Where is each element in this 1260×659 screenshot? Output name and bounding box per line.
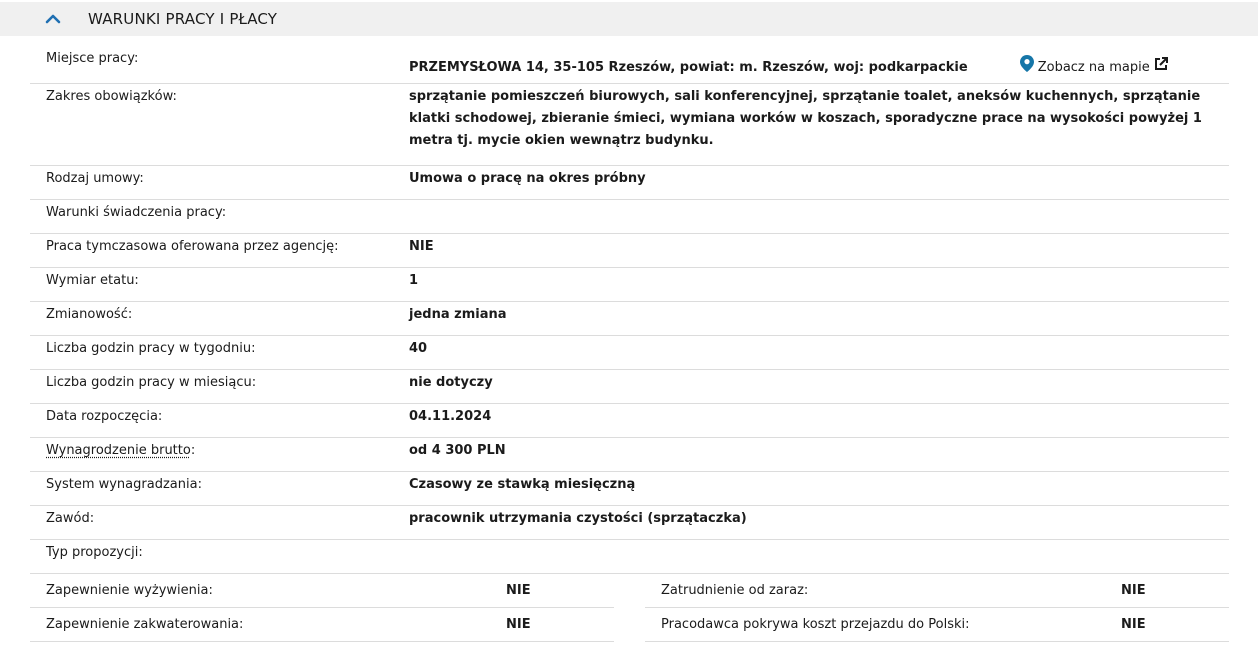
row-system-wynagradzania [30,472,1229,506]
row-label: Rodzaj umowy: [46,171,144,186]
row-label: Zapewnienie wyżywienia: [46,583,213,598]
row-label: Liczba godzin pracy w tygodniu: [46,341,256,356]
section-title: WARUNKI PRACY I PŁACY [88,10,278,28]
label-colon: : [190,443,196,458]
two-column-table [30,574,1229,642]
row-godziny-tydzien [30,336,1229,370]
row-miejsce-pracy [30,48,1229,84]
row-value: NIE [409,239,434,254]
row-zawod [30,506,1229,540]
salary-tooltip-term[interactable]: Wynagrodzenie brutto [46,443,191,458]
right-column [645,574,1229,642]
row-value: NIE [506,617,531,632]
row-value: 40 [409,341,428,356]
row-value: od 4 300 PLN [409,443,506,458]
row-value: Czasowy ze stawką miesięczną [409,477,636,492]
row-wymiar-etatu [30,268,1229,302]
row-label: Typ propozycji: [46,545,143,560]
row-zapewnienie-zakwaterowania [30,608,614,642]
address-value: PRZEMYSŁOWA 14, 35-105 Rzeszów, powiat: m. Rzeszów, woj: podkarpackie [409,59,968,75]
map-pin-icon [1020,55,1034,80]
row-label: System wynagradzania: [46,477,202,492]
row-data-rozpoczecia [30,404,1229,438]
row-label: Warunki świadczenia pracy: [46,205,227,220]
row-rodzaj-umowy [30,166,1229,200]
row-label: Zatrudnienie od zaraz: [661,583,809,598]
row-label: Zapewnienie zakwaterowania: [46,617,244,632]
row-zakres-obowiazkow [30,84,1229,166]
row-value: NIE [1121,617,1146,632]
row-praca-tymczasowa [30,234,1229,268]
row-value: sprzątanie pomieszczeń biurowych, sali konferencyjnej, sprzątanie toalet, aneksów kuchennych, sprzątanie klatki schodowej, zbieranie śmieci, wymiana worków w koszach, sporadyczne prace na wysokości powyżej 1 metra tj. mycie okien wewnątrz budynku. [409,89,1202,148]
row-label: Pracodawca pokrywa koszt przejazdu do Polski: [661,617,970,632]
row-label: Liczba godzin pracy w miesiącu: [46,375,257,390]
row-value: 1 [409,273,419,288]
row-warunki-swiadczenia [30,200,1229,234]
row-value: jedna zmiana [409,307,507,322]
row-label: Wymiar etatu: [46,273,139,288]
chevron-up-icon[interactable] [42,8,64,30]
row-value: NIE [1121,583,1146,598]
row-wynagrodzenie [30,438,1229,472]
row-zmianowosc [30,302,1229,336]
row-value: NIE [506,583,531,598]
row-zatrudnienie-od-zaraz [645,574,1229,608]
row-label: Zakres obowiązków: [46,89,177,104]
row-label: Praca tymczasowa oferowana przez agencję: [46,239,339,254]
map-link-label: Zobacz na mapie [1037,59,1150,75]
row-label: Data rozpoczęcia: [46,409,163,424]
row-label: Zmianowość: [46,307,133,322]
external-link-icon [1154,57,1168,79]
row-value: nie dotyczy [409,375,493,390]
row-zapewnienie-wyzywienia [30,574,614,608]
left-column [30,574,614,642]
row-godziny-miesiac [30,370,1229,404]
section-header[interactable] [0,2,1258,36]
row-value: Umowa o pracę na okres próbny [409,171,646,186]
details-table [30,48,1229,574]
row-value: 04.11.2024 [409,409,492,424]
row-value: pracownik utrzymania czystości (sprzątaczka) [409,511,747,526]
map-link[interactable] [1020,55,1168,80]
row-label: Zawód: [46,511,95,526]
row-typ-propozycji [30,540,1229,574]
row-koszt-przejazdu [645,608,1229,642]
row-label: Miejsce pracy: [46,51,139,66]
